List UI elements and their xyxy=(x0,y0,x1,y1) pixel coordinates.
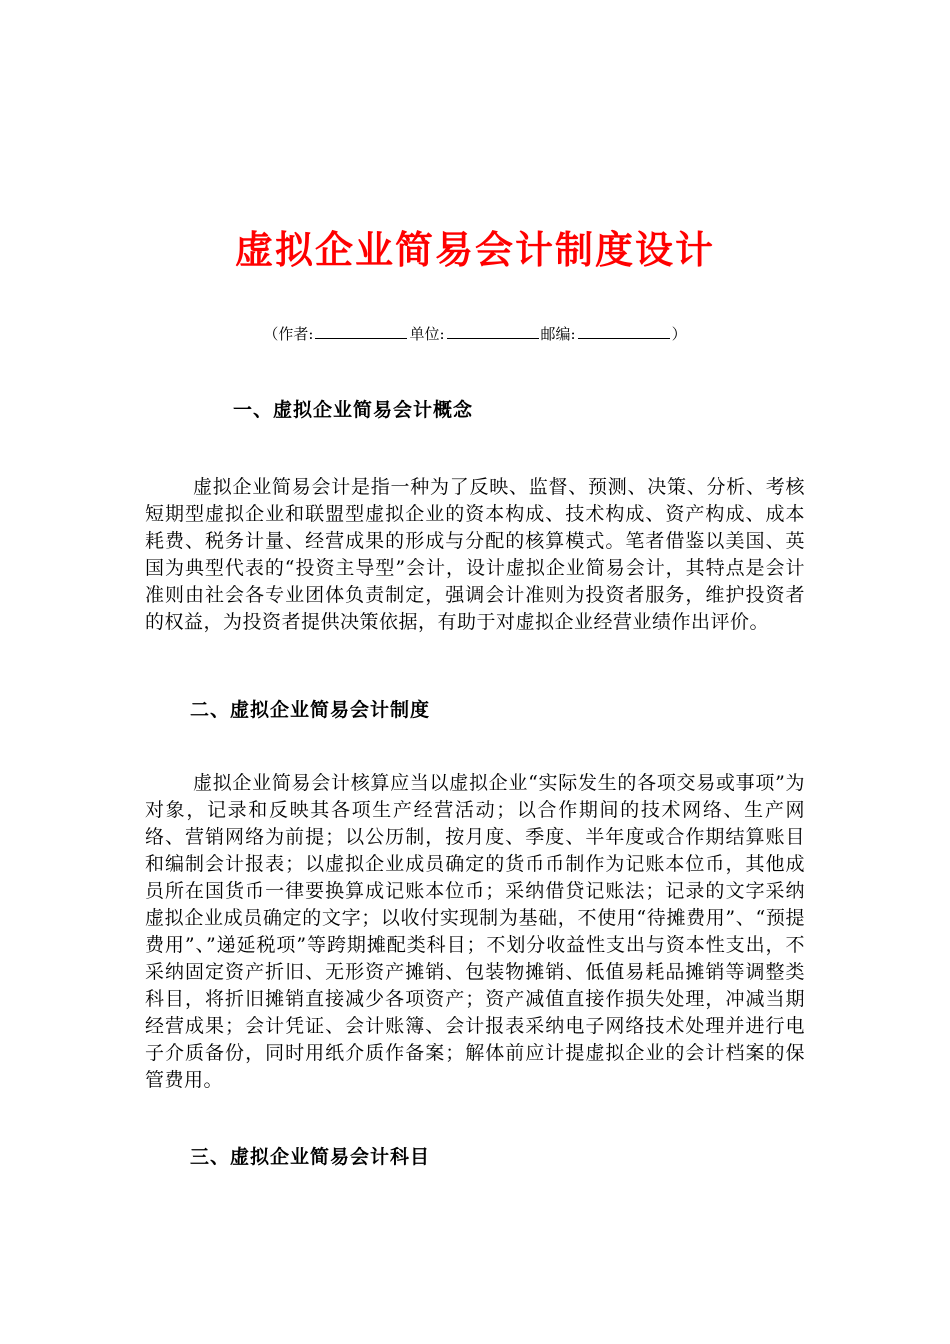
author-info-line xyxy=(0,322,950,346)
postcode-label: 邮编: xyxy=(540,325,576,343)
section-heading-1: 一、虚拟企业简易会计概念 xyxy=(233,399,474,421)
postcode-blank xyxy=(578,324,670,339)
author-blank xyxy=(315,324,407,339)
author-line-close: ） xyxy=(671,325,687,343)
document-title: 虚拟企业简易会计制度设计 xyxy=(234,227,715,272)
section-paragraph-1: 虚拟企业简易会计是指一种为了反映、监督、预测、决策、分析、考核短期型虚拟企业和联盟型虚拟企业的资本构成、技术构成、资产构成、成本耗费、税务计量、经营成果的形成与分配的核算模式。笔者借鉴以美国、英国为典型代表的“投资主导型”会计，设计虚拟企业简易会计，其特点是会计准则由社会各专业团体负责制定，强调会计准则为投资者服务，维护投资者的权益，为投资者提供决策依据，有助于对虚拟企业经营业绩作出评价。 xyxy=(145,476,805,633)
unit-blank xyxy=(447,324,539,339)
section-heading-3: 三、虚拟企业简易会计科目 xyxy=(190,1146,431,1168)
section-paragraph-2: 虚拟企业简易会计核算应当以虚拟企业“实际发生的各项交易或事项”为对象，记录和反映其各项生产经营活动；以合作期间的技术网络、生产网络、营销网络为前提；以公历制，按月度、季度、半年度或合作期结算账目和编制会计报表；以虚拟企业成员确定的货币币制作为记账本位币，其他成员所在国货币一律要换算成记账本位币；采纳借贷记账法；记录的文字采纳虚拟企业成员确定的文字；以收付实现制为基础，不使用“待摊费用”、“预提费用”、”递延税项”等跨期摊配类科目；不划分收益性支出与资本性支出，不采纳固定资产折旧、无形资产摊销、包装物摊销、低值易耗品摊销等调整类科目，将折旧摊销直接减少各项资产；资产减值直接作损失处理，冲减当期经营成果；会计凭证、会计账簿、会计报表采纳电子网络技术处理并进行电子介质备份，同时用纸介质作备案；解体前应计提虚拟企业的会计档案的保管费用。 xyxy=(145,772,805,1091)
author-label: （作者: xyxy=(263,325,314,343)
section-heading-2: 二、虚拟企业简易会计制度 xyxy=(190,699,431,721)
unit-label: 单位: xyxy=(409,325,445,343)
